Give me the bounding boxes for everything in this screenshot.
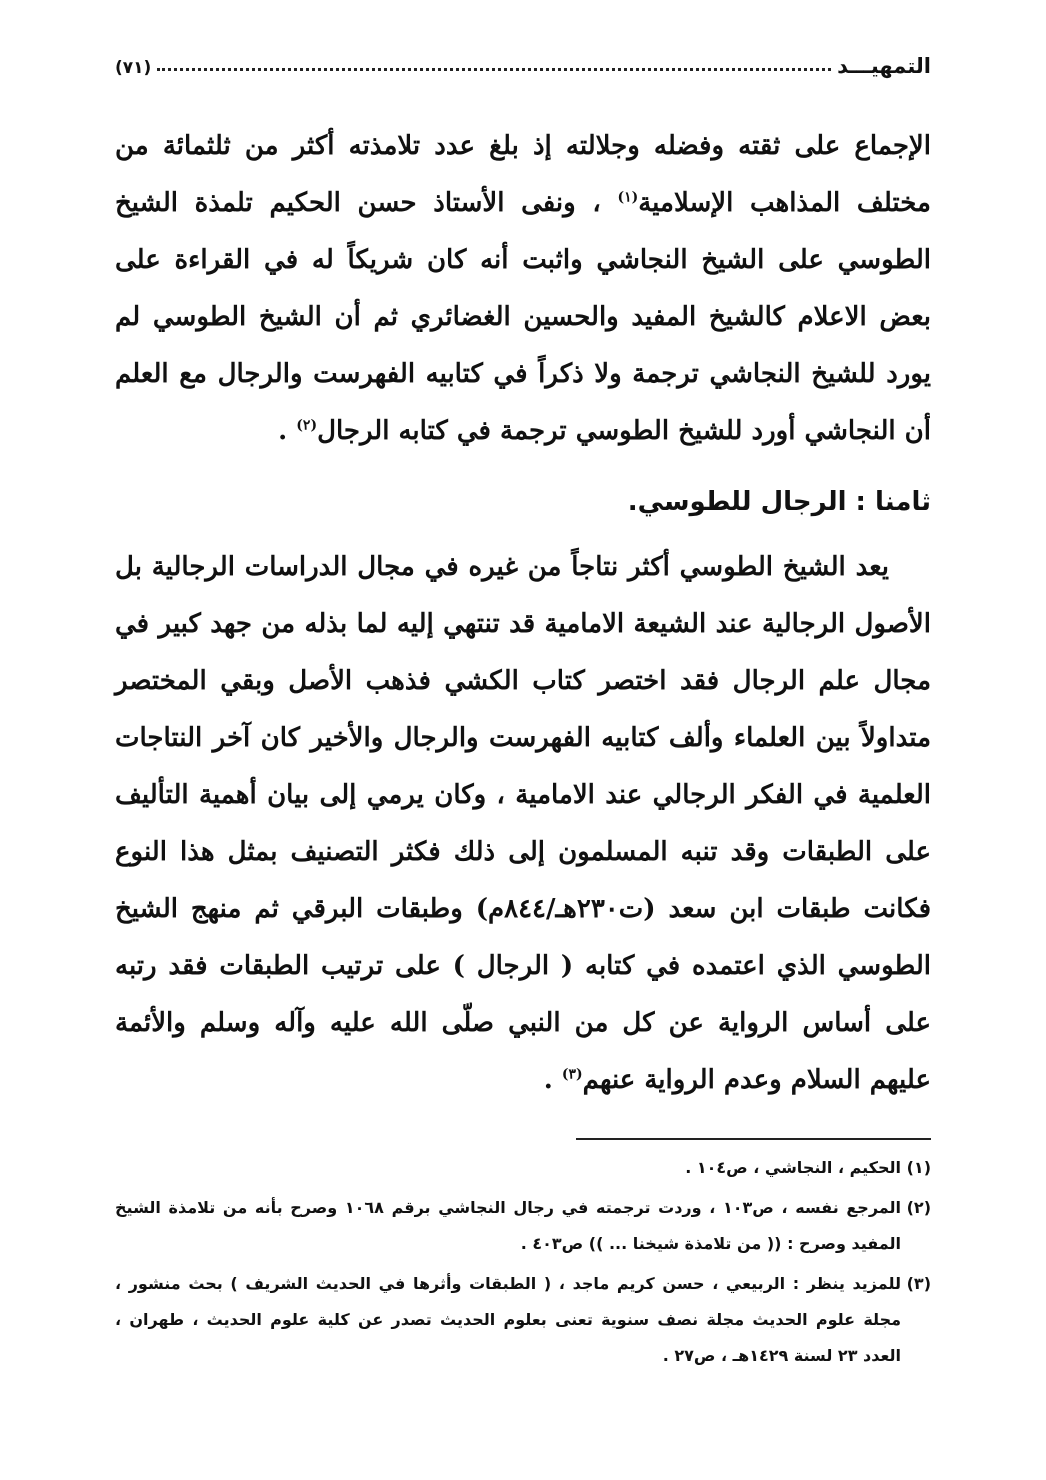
footnote-reference[interactable]: (٢) <box>296 417 318 434</box>
paragraph <box>115 539 931 1109</box>
footnote-text: المرجع نفسه ، ص١٠٣ ، وردت ترجمته في رجال النجاشي برقم ١٠٦٨ وصرح بأنه من تلامذة الشيخ المفيد وصرح : (( من تلامذة شيخنا ... )) ص٤٠٣ . <box>115 1198 902 1253</box>
section-title: الرجال للطوسي. <box>627 487 847 517</box>
paragraph-text: . <box>543 1065 562 1095</box>
section-heading <box>115 474 931 531</box>
footnote <box>115 1266 931 1374</box>
footnote-text: الحكيم ، النجاشي ، ص١٠٤ . <box>685 1158 901 1177</box>
page-number: (٧١) <box>115 58 152 78</box>
footnote-number: (١) <box>906 1158 931 1177</box>
footnote <box>115 1150 931 1186</box>
footnote-number: (٢) <box>906 1198 931 1217</box>
paragraph-text: ، ونفى الأستاذ حسن الحكيم تلمذة الشيخ الطوسي على الشيخ النجاشي واثبت أنه كان شريكاً له في القراءة على بعض الاعلام كالشيخ المفيد والحسين الغضائري ثم أن الشيخ الطوسي لم يورد للشيخ النجاشي ترجمة ولا ذكراً في كتابيه الفهرست والرجال مع العلم أن النجاشي أورد للشيخ الطوسي ترجمة في كتابه الرجال <box>115 188 931 446</box>
footnote-text: للمزيد ينظر : الربيعي ، حسن كريم ماجد ، ( الطبقات وأثرها في الحديث الشريف ) بحث منشور ، مجلة علوم الحديث مجلة نصف سنوية تعنى بعلوم الحديث تصدر عن كلية علوم الحديث ، طهران ، العدد ٢٣ لسنة ١٤٢٩هـ ، ص٢٧ . <box>115 1274 901 1365</box>
paragraph-text: يعد الشيخ الطوسي أكثر نتاجاً من غيره في مجال الدراسات الرجالية بل الأصول الرجالية عند الشيعة الامامية قد تنتهي إليه لما بذله من جهد كبير في مجال علم الرجال فقد اختصر كتاب الكشي فذهب الأصل وبقي المختصر متداولاً بين العلماء وألف كتابيه الفهرست والرجال والأخير كان آخر النتاجات العلمية في الفكر الرجالي عند الامامية ، وكان يرمي إلى بيان أهمية التأليف على الطبقات وقد تنبه المسلمون إلى ذلك فكثر التصنيف بمثل هذا النوع فكانت طبقات ابن سعد (ت٢٣٠هـ/٨٤٤م) وطبقات البرقي ثم منهج الشيخ الطوسي الذي اعتمده في كتابه ( الرجال ) على ترتيب الطبقات فقد رتبه على أساس الرواية عن كل من النبي صلّى الله عليه وآله وسلم والأئمة عليهم السلام وعدم الرواية عنهم <box>115 552 932 1095</box>
footnote-reference[interactable]: (٣) <box>561 1066 583 1083</box>
paragraph-text: الإجماع على ثقته وفضله وجلالته إذ بلغ عدد تلامذته أكثر من ثلثمائة من مختلف المذاهب الإسلامية <box>115 131 931 218</box>
header-title: التمهيـــد <box>837 54 931 78</box>
footnote-number: (٣) <box>906 1274 931 1293</box>
paragraph-text: . <box>278 416 297 446</box>
running-header <box>115 38 931 78</box>
header-dot-leader <box>157 68 831 71</box>
footnote-reference[interactable]: (١) <box>617 189 639 206</box>
section-number: ثامنا : <box>846 487 931 517</box>
main-text <box>115 118 931 1109</box>
footnote <box>115 1190 931 1262</box>
footnote-separator <box>576 1138 931 1140</box>
footnotes <box>115 1150 931 1378</box>
paragraph <box>115 118 931 460</box>
